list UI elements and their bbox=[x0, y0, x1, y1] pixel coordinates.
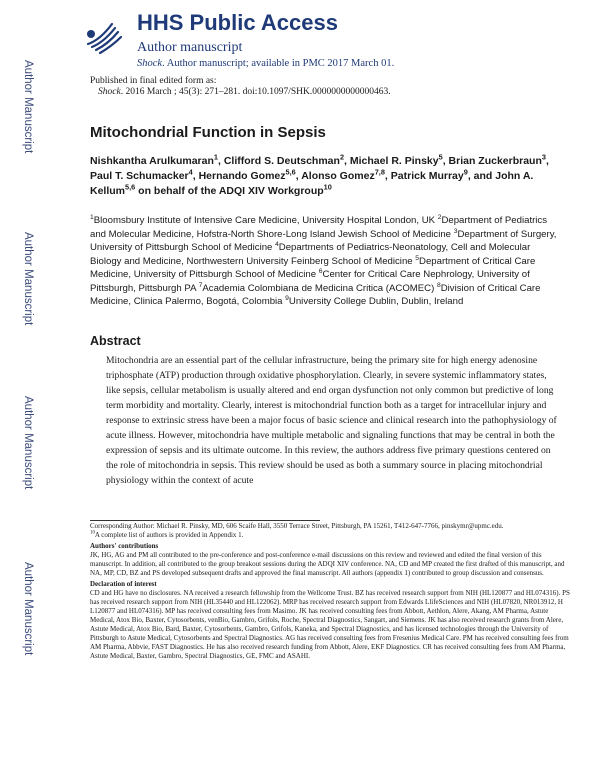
affiliation-sup: 3 bbox=[453, 227, 458, 235]
header-title: HHS Public Access bbox=[137, 10, 338, 35]
author-affiliation-sup: 3 bbox=[541, 152, 546, 162]
authors-tail: on behalf of the ADQI XIV Workgroup bbox=[138, 185, 324, 197]
citation bbox=[90, 87, 570, 98]
author-affiliation-sup: 5,6 bbox=[285, 167, 296, 177]
affiliation-sup: 2 bbox=[437, 213, 442, 221]
affiliation-text: Department of Surgery, University of Pittsburgh School of Medicine bbox=[90, 228, 557, 253]
abstract-body: Mitochondria are an essential part of the cellular infrastructure, being the primary site for high energy adenosine triphosphate (ATP) production through oxidative phosphorylation. Clearly, in severe systemic inflammatory states, like sepsis, cellular metabolism is usually altered and end organ dysfunction not only common but predictive of long term morbidity and mortality. Clearly, interest is mitochondrial function both as a target for intracellular injury and response to extrinsic stress have been a major focus of basic science and clinical research into the pathophysiology of acute illness. However, mitochondria have multiple metabolic and signaling functions that may be central in both the expression of sepsis and its ultimate outcome. In this review, the authors address five primary questions centered on the role of mitochondria in sepsis. This review should be used as both a summary source in placing mitochondrial physiology within the context of acute bbox=[106, 355, 557, 486]
author-name: Hernando Gomez bbox=[198, 170, 286, 182]
author-affiliation-sup: 7,8 bbox=[374, 167, 385, 177]
affiliation-text: Academia Colombiana de Medicina Critica (ACOMEC) bbox=[202, 282, 435, 294]
author-affiliation-sup: 2 bbox=[339, 152, 345, 162]
affiliation-text: University College Dublin, Dublin, Ireland bbox=[288, 296, 464, 307]
affiliation-text: Department of Pediatrics and Molecular Medicine, Hofstra-North Shore-Long Island Jewish School of Medicine bbox=[90, 215, 548, 240]
affiliation-sup: 5 bbox=[415, 254, 420, 262]
sidebar bbox=[0, 0, 62, 776]
author-affiliation-sup: 5 bbox=[438, 152, 443, 162]
footnote-10 bbox=[90, 531, 570, 540]
footnotes bbox=[90, 522, 570, 661]
affiliation-sup: 9 bbox=[285, 294, 289, 302]
affiliation-sup: 8 bbox=[436, 281, 441, 289]
paper-title: Mitochondrial Function in Sepsis bbox=[90, 124, 326, 141]
author-name: Michael R. Pinsky bbox=[349, 155, 439, 167]
citation-details: . 2016 March ; 45(3): 271–281. doi:10.1097/SHK.0000000000000463. bbox=[120, 87, 391, 97]
author-affiliation-sup: 5,6 bbox=[125, 182, 136, 192]
author-name: Alonso Gomez bbox=[301, 170, 375, 182]
journal-name: Shock bbox=[137, 58, 163, 69]
author-name: John A. Kellum bbox=[90, 170, 534, 197]
header-availability bbox=[137, 58, 394, 69]
affiliation-sup: 7 bbox=[198, 281, 203, 289]
affiliation-text: Bloomsbury Institute of Intensive Care Medicine, University Hospital London, UK bbox=[93, 215, 436, 226]
author-name: Nishkantha Arulkumaran bbox=[90, 155, 214, 167]
author-list: Nishkantha Arulkumaran$^1$, Clifford S. Deutschman$^2$, Michael R. Pinsky$^5$, Brian Zuckerbraun$^3$, Paul T. Schumacker$^4$, Hernando Gomez$^{5,6}$, Alonso Gomez$^{7,8}$, Patrick Murray$^9$, and John A. Kellum$^{5,6}$ on behalf of the ADQI XIV Workgroup$^{10}$ bbox=[90, 152, 549, 197]
author-affiliation-sup: 9 bbox=[463, 167, 468, 177]
published-label: Published in final edited form as: bbox=[90, 76, 217, 86]
sidebar-label: Author Manuscript bbox=[22, 60, 34, 154]
interest-text: CD and HG have no disclosures. NA received a research fellowship from the Wellcome Trust. BZ has received research support from NIH (HL120877 and HL074316). PS has received research support from NIH (HL35440 and HL122062). MRP has received research support from Edwards LlifeSciences and NIH (HL07820, NR013912, H L120877 and HL074316). MP has received consulting fees from Masimo. JK has received consulting fees from Abbott, Aethlon, Alere, Akang, AM Pharma, Astute Medical, Atox Bio, Baxter, Cytosorbents, venBio, Gambro, Grifols, Roche, Spectral Diagnostics, Sangart, and Siemens. JK has also received research grants from Alere, Astute Medical, Atox Bio, Bard, Baxter, Cytosorbents, Gambro, Grifols, Kaneka, and Spectral Diagnostics, and has licensed technologies through the University of Pittsburgh to Astute Medical, Cytosorbents and Spectral Diagnostics. AG has received consulting fees from Fresenius Medical Care. PM has received consulting fees from AM Pharma, Abbvie, FAST Diagnostics. He has also received research funding from Abbott, Alere, EKF Diagnostics. CR has received consulting fees from AM Pharma, Astute Medical, Baxter, Gambro, Spectral Diagnostics, GE, FMC and ASAHI. bbox=[90, 589, 570, 660]
interest-heading: Declaration of interest bbox=[90, 580, 157, 588]
publication-info bbox=[90, 76, 570, 98]
author-name: Paul T. Schumacker bbox=[90, 170, 189, 182]
author-name: Patrick Murray bbox=[390, 170, 464, 182]
citation-journal: Shock bbox=[98, 87, 121, 97]
affiliation-sup: 6 bbox=[318, 267, 323, 275]
affiliation-text: Division of Critical Care Medicine, Clinica Palermo, Bogotá, Colombia bbox=[90, 282, 541, 307]
footnote-divider bbox=[90, 520, 320, 521]
contributions-text: JK, HG, AG and PM all contributed to the pre-conference and post-conference e-mail discussions on this review and reviewed and edited the final version of this manuscript. In addition, all contributed to the group breakout sessions during the ADQI XIV conference. NA, CD and MP created the first drafted of this manuscript, and NA, MP, CD, BZ and PS developed subsequent drafts and approved the final manuscript. All authors (appendix 1) contributed to group discussion and consensus. bbox=[90, 551, 565, 577]
sidebar-label: Author Manuscript bbox=[22, 396, 34, 490]
header-subtitle: Author manuscript bbox=[137, 40, 243, 55]
corresponding-author: Corresponding Author: Michael R. Pinsky, MD, 606 Scaife Hall, 3550 Terrace Street, Pittsburgh, PA 15261, T412-647-7766, pinskymr@upmc.edu. bbox=[90, 522, 504, 530]
affiliation-sup: 1 bbox=[90, 213, 94, 221]
affiliation-sup: 4 bbox=[275, 240, 279, 248]
footnote-10-sup: 10 bbox=[90, 530, 95, 536]
hhs-header bbox=[62, 8, 582, 68]
author-name: Clifford S. Deutschman bbox=[223, 155, 340, 167]
abstract-heading: Abstract bbox=[90, 334, 141, 348]
author-name: Brian Zuckerbraun bbox=[448, 155, 542, 167]
sidebar-label: Author Manuscript bbox=[22, 562, 34, 656]
sidebar-label: Author Manuscript bbox=[22, 232, 34, 326]
author-affiliation-sup: 1 bbox=[213, 152, 218, 162]
author-affiliation-sup: 4 bbox=[188, 167, 193, 177]
affiliations bbox=[90, 214, 560, 309]
affiliation-text: Department of Critical Care Medicine, University of Pittsburgh School of Medicine bbox=[90, 255, 536, 280]
authors-tail-sup: 10 bbox=[323, 182, 332, 192]
affiliation-text: Departments of Pediatrics-Neonatology, Cell and Molecular Biology and Medicine, Northwestern University Feinberg School of Medicine bbox=[90, 242, 531, 267]
footnote-10-text: A complete list of authors is provided in Appendix 1. bbox=[94, 531, 244, 539]
contributions-heading: Authors' contributions bbox=[90, 542, 159, 550]
availability-text: . Author manuscript; available in PMC 2017 March 01. bbox=[162, 58, 395, 69]
affiliation-text: Center for Critical Care Nephrology, University of Pittsburgh, Pittsburgh PA bbox=[90, 269, 530, 294]
hhs-eagle-logo-icon bbox=[82, 14, 126, 58]
